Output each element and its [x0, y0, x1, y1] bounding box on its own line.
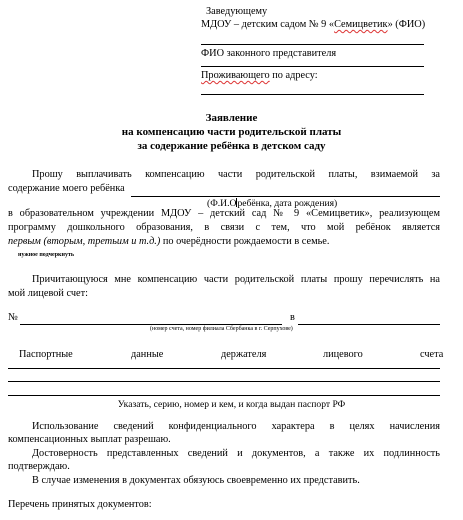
p2-line-1: Причитающуюся мне компенсацию части родительской платы прошу перечислять на — [32, 274, 440, 285]
consent-line-2: компенсационных выплат разрешаю. — [8, 434, 171, 445]
org-prefix: МДОУ – детским садом № 9 « — [201, 19, 335, 30]
p1-line-3: в образовательном учреждении МДОУ – детский сад № 9 «Семицветик», реализующем — [8, 208, 440, 219]
residing-rest: по адресу: — [269, 70, 318, 81]
account-number-label: № — [8, 312, 18, 323]
document-subtitle-2: за содержание ребёнка в детском саду — [137, 140, 326, 152]
guardian-line[interactable] — [201, 66, 424, 67]
passport-line-1[interactable] — [8, 368, 440, 369]
passport-hint: Указать, серию, номер и кем, и когда выдан паспорт РФ — [117, 399, 346, 410]
addressee-fio-line[interactable] — [201, 44, 424, 45]
truth-line-1: Достоверность представленных сведений и документов, а также их подлинность — [32, 448, 440, 459]
p1-line-4: программу дошкольного образования, в связи с тем, что мой ребёнок является — [8, 222, 440, 233]
passport-word-3: держателя — [221, 349, 267, 360]
document-subtitle-1: на компенсацию части родительской платы — [121, 126, 342, 138]
consent-line-1: Использование сведений конфиденциального характера в целях начисления — [32, 421, 440, 432]
p1-line-1: Прошу выплачивать компенсацию части родительской платы, взимаемой за — [32, 169, 440, 180]
bank-branch-line[interactable] — [298, 324, 440, 325]
addressee-organization — [201, 20, 425, 30]
child-hint — [207, 198, 337, 209]
child-hint-b: ребёнка, дата рождения) — [237, 198, 338, 209]
account-hint: (номер счета, номер филиала Сбербанка в г. Серпухове) — [150, 326, 293, 332]
address-line[interactable] — [201, 94, 424, 95]
passport-word-5: счета — [420, 349, 444, 360]
org-name: Семицветик — [334, 19, 388, 30]
guardian-label: ФИО законного представителя — [201, 48, 337, 59]
org-suffix: » (ФИО) — [387, 19, 426, 30]
account-number-line[interactable] — [20, 324, 282, 325]
passport-line-2[interactable] — [8, 381, 440, 382]
p1-line-5-rest: по очерёдности рождаемости в семье. — [160, 236, 330, 247]
child-name-line[interactable] — [131, 196, 440, 197]
residing-label — [201, 71, 318, 81]
child-hint-a: (Ф.И.О — [207, 198, 237, 209]
passport-line-3[interactable] — [8, 395, 440, 396]
underline-hint: нужное подчеркнуть — [18, 252, 75, 258]
birth-order-options: первым (вторым, третьим и т.д.) — [8, 236, 161, 247]
p1-line-5 — [8, 237, 329, 247]
residing-word: Проживающего — [201, 70, 270, 81]
p2-line-2: мой лицевой счет: — [8, 288, 88, 299]
passport-word-1: Паспортные — [19, 349, 73, 360]
p1-line-2: содержание моего ребёнка — [8, 183, 125, 194]
changes-line: В случае изменения в документах обязуюсь своевременно их представить. — [32, 475, 360, 486]
passport-word-4: лицевого — [323, 349, 363, 360]
addressee-title: Заведующему — [206, 6, 268, 17]
account-in-label: в — [290, 312, 295, 323]
passport-word-2: данные — [131, 349, 164, 360]
document-title: Заявление — [205, 112, 258, 124]
truth-line-2: подтверждаю. — [8, 461, 70, 472]
documents-list-label: Перечень принятых документов: — [8, 499, 152, 510]
